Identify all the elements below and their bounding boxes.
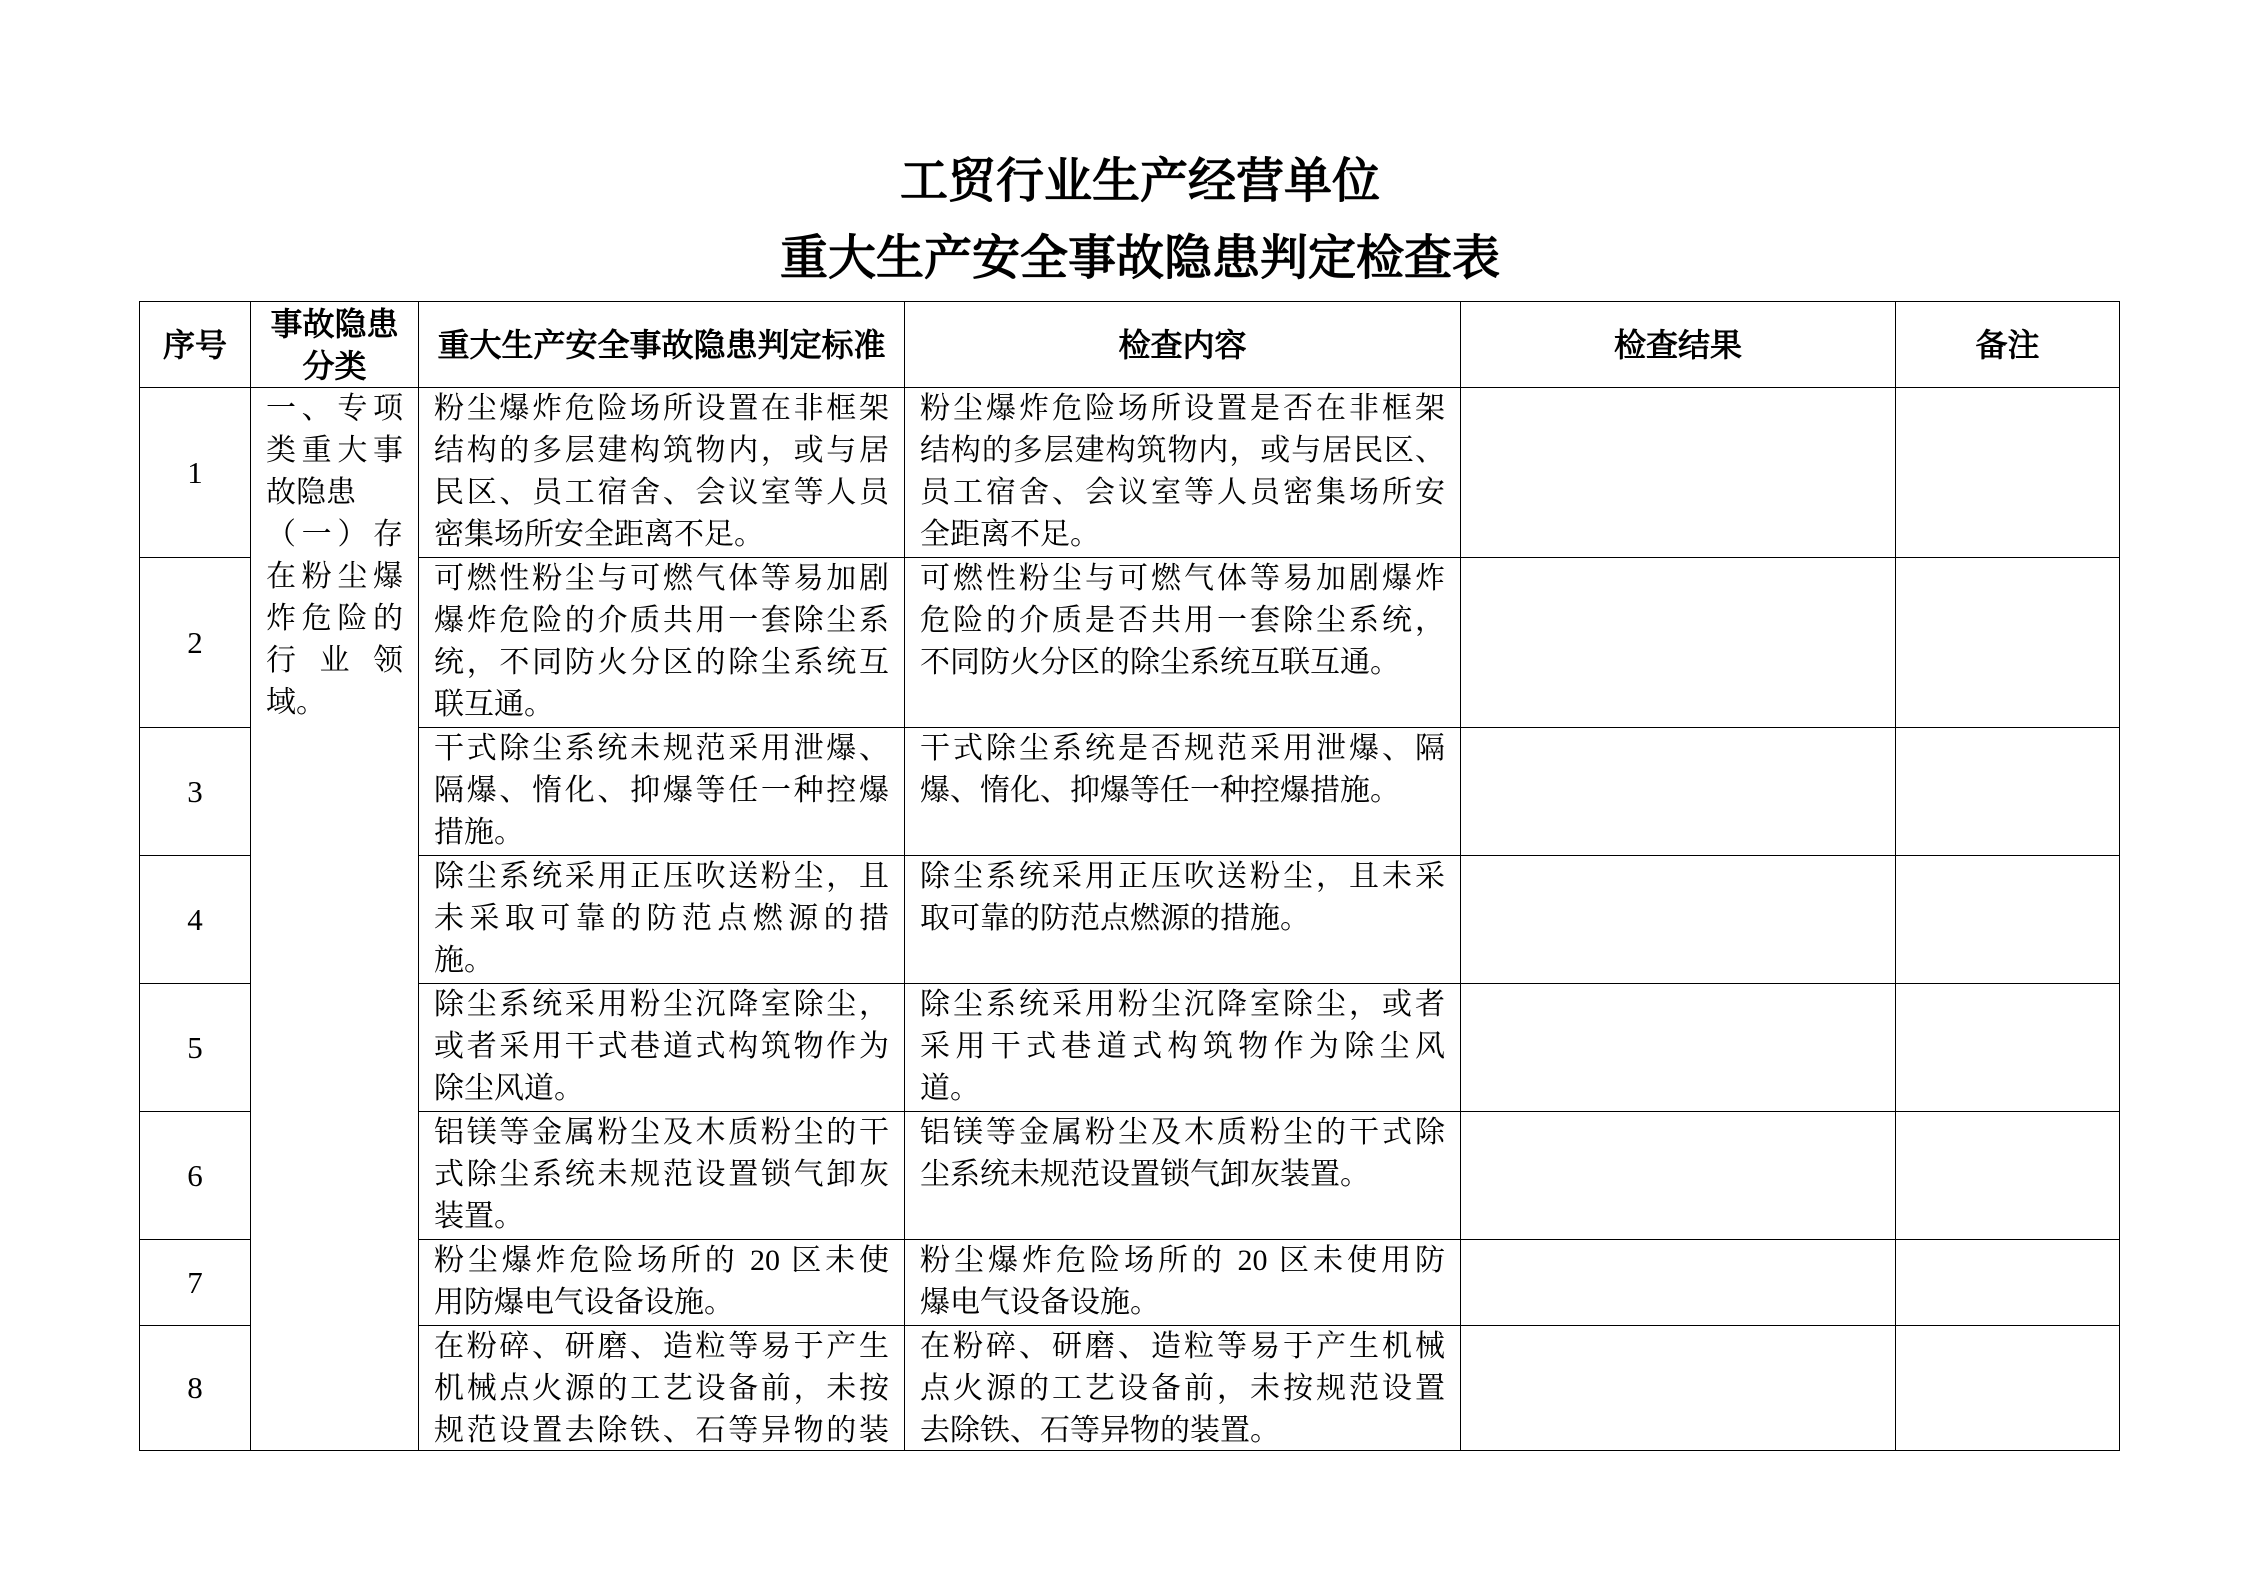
hazard-category-line: 域。	[266, 686, 326, 719]
standard-cell	[419, 388, 905, 558]
standard-text-line: 装置。	[434, 1200, 524, 1233]
table-row	[140, 1326, 2120, 1451]
check-content-line: 干式除尘系统是否规范采用泄爆、隔	[920, 732, 1445, 765]
standard-text-line: 爆炸危险的介质共用一套除尘系	[434, 604, 889, 637]
check-content-line: 爆、惰化、抑爆等任一种控爆措施。	[920, 774, 1400, 807]
table-row	[140, 1240, 2120, 1326]
header-check-content: 检查内容	[905, 302, 1461, 388]
hazard-category-line: 一、专项	[266, 392, 403, 425]
standard-text-line: 干式除尘系统未规范采用泄爆、	[434, 732, 889, 765]
check-content-cell	[905, 1326, 1461, 1451]
header-remark: 备注	[1896, 302, 2120, 388]
row-number-cell: 2	[140, 558, 251, 728]
standard-text-line: 粉尘爆炸危险场所的 20 区未使	[434, 1244, 889, 1277]
standard-text-line: 式除尘系统未规范设置锁气卸灰	[434, 1158, 889, 1191]
standard-cell	[419, 1326, 905, 1451]
standard-text-line: 统，不同防火分区的除尘系统互	[434, 646, 889, 679]
table-row	[140, 1112, 2120, 1240]
check-content-line: 爆电气设备设施。	[920, 1286, 1160, 1319]
check-content-line: 在粉碎、研磨、造粒等易于产生机械	[920, 1330, 1445, 1363]
check-content-line: 铝镁等金属粉尘及木质粉尘的干式除	[920, 1116, 1445, 1149]
standard-text-line: 用防爆电气设备设施。	[434, 1286, 734, 1319]
standard-text-line: 规范设置去除铁、石等异物的装	[434, 1414, 889, 1447]
check-content-line: 除尘系统采用粉尘沉降室除尘，或者	[920, 988, 1445, 1021]
document-title	[140, 143, 2140, 297]
hazard-category-line: 故隐患	[266, 476, 356, 509]
hazard-category-line: 类重大事	[266, 434, 403, 467]
standard-text-line: 隔爆、惰化、抑爆等任一种控爆	[434, 774, 889, 807]
standard-text-line: 结构的多层建构筑物内，或与居	[434, 434, 889, 467]
standard-text-line: 除尘系统采用正压吹送粉尘，且	[434, 860, 889, 893]
standard-cell	[419, 856, 905, 984]
check-result-cell	[1461, 1326, 1896, 1451]
check-result-cell	[1461, 1240, 1896, 1326]
remark-cell	[1896, 1112, 2120, 1240]
standard-text-line: 民区、员工宿舍、会议室等人员	[434, 476, 889, 509]
row-number-cell: 7	[140, 1240, 251, 1326]
check-content-cell	[905, 856, 1461, 984]
row-number-cell: 5	[140, 984, 251, 1112]
check-content-line: 除尘系统采用正压吹送粉尘，且未采	[920, 860, 1445, 893]
check-content-line: 点火源的工艺设备前，未按规范设置	[920, 1372, 1445, 1405]
check-result-cell	[1461, 856, 1896, 984]
standard-cell	[419, 728, 905, 856]
standard-cell	[419, 1240, 905, 1326]
check-content-line: 采用干式巷道式构筑物作为除尘风	[920, 1030, 1445, 1063]
row-number-cell: 8	[140, 1326, 251, 1451]
table-row	[140, 728, 2120, 856]
table-header-row	[140, 302, 2120, 388]
standard-text-line: 铝镁等金属粉尘及木质粉尘的干	[434, 1116, 889, 1149]
check-content-line: 危险的介质是否共用一套除尘系统，	[920, 604, 1445, 637]
check-content-line: 员工宿舍、会议室等人员密集场所安	[920, 476, 1445, 509]
table-row	[140, 558, 2120, 728]
hazard-category-line: 炸危险的	[266, 602, 403, 635]
table-row	[140, 388, 2120, 558]
check-content-line: 取可靠的防范点燃源的措施。	[920, 902, 1310, 935]
remark-cell	[1896, 856, 2120, 984]
title-line-2: 重大生产安全事故隐患判定检查表	[779, 232, 1500, 285]
standard-text-line: 未采取可靠的防范点燃源的措	[434, 902, 889, 935]
check-content-line: 道。	[920, 1072, 980, 1105]
check-content-cell	[905, 558, 1461, 728]
header-hazard-category	[251, 302, 419, 388]
hazard-category-line: （一）存	[266, 518, 403, 551]
title-line-1: 工贸行业生产经营单位	[899, 155, 1380, 208]
row-number-cell: 3	[140, 728, 251, 856]
check-result-cell	[1461, 1112, 1896, 1240]
hazard-checklist-table	[139, 301, 2120, 1451]
remark-cell	[1896, 728, 2120, 856]
remark-cell	[1896, 388, 2120, 558]
check-content-cell	[905, 984, 1461, 1112]
table-row	[140, 856, 2120, 984]
remark-cell	[1896, 1326, 2120, 1451]
standard-text-line: 可燃性粉尘与可燃气体等易加剧	[434, 562, 889, 595]
standard-cell	[419, 1112, 905, 1240]
check-content-line: 去除铁、石等异物的装置。	[920, 1414, 1280, 1447]
check-content-line: 可燃性粉尘与可燃气体等易加剧爆炸	[920, 562, 1445, 595]
standard-text-line: 粉尘爆炸危险场所设置在非框架	[434, 392, 889, 425]
check-content-line: 结构的多层建构筑物内，或与居民区、	[920, 434, 1445, 467]
remark-cell	[1896, 984, 2120, 1112]
hazard-category-cell	[251, 388, 419, 1451]
table-row	[140, 984, 2120, 1112]
row-number-cell: 6	[140, 1112, 251, 1240]
standard-text-line: 除尘风道。	[434, 1072, 584, 1105]
standard-cell	[419, 984, 905, 1112]
check-content-cell	[905, 1240, 1461, 1326]
check-result-cell	[1461, 558, 1896, 728]
standard-text-line: 施。	[434, 944, 494, 977]
remark-cell	[1896, 558, 2120, 728]
check-content-line: 粉尘爆炸危险场所的 20 区未使用防	[920, 1244, 1445, 1277]
header-serial-number: 序号	[140, 302, 251, 388]
header-check-result: 检查结果	[1461, 302, 1896, 388]
check-content-line: 尘系统未规范设置锁气卸灰装置。	[920, 1158, 1370, 1191]
check-result-cell	[1461, 984, 1896, 1112]
check-content-cell	[905, 388, 1461, 558]
header-hazard-category-line: 事故隐患	[270, 305, 399, 342]
remark-cell	[1896, 1240, 2120, 1326]
check-content-line: 不同防火分区的除尘系统互联互通。	[920, 646, 1400, 679]
hazard-category-line: 行业领	[266, 644, 403, 677]
standard-text-line: 密集场所安全距离不足。	[434, 518, 764, 551]
standard-text-line: 在粉碎、研磨、造粒等易于产生	[434, 1330, 889, 1363]
header-hazard-category-line: 分类	[302, 347, 367, 384]
row-number-cell: 1	[140, 388, 251, 558]
standard-text-line: 措施。	[434, 816, 524, 849]
check-result-cell	[1461, 728, 1896, 856]
standard-text-block	[434, 1326, 889, 1449]
check-content-cell	[905, 1112, 1461, 1240]
standard-text-line: 除尘系统采用粉尘沉降室除尘，	[434, 988, 889, 1021]
check-content-line: 粉尘爆炸危险场所设置是否在非框架	[920, 392, 1445, 425]
hazard-category-line: 在粉尘爆	[266, 560, 403, 593]
standard-text-line: 联互通。	[434, 688, 554, 721]
row-number-cell: 4	[140, 856, 251, 984]
check-content-block	[920, 1326, 1445, 1449]
header-judgment-standard: 重大生产安全事故隐患判定标准	[419, 302, 905, 388]
standard-text-line: 或者采用干式巷道式构筑物作为	[434, 1030, 889, 1063]
check-content-cell	[905, 728, 1461, 856]
check-result-cell	[1461, 388, 1896, 558]
standard-text-line: 机械点火源的工艺设备前，未按	[434, 1372, 889, 1405]
check-content-line: 全距离不足。	[920, 518, 1100, 551]
standard-cell	[419, 558, 905, 728]
